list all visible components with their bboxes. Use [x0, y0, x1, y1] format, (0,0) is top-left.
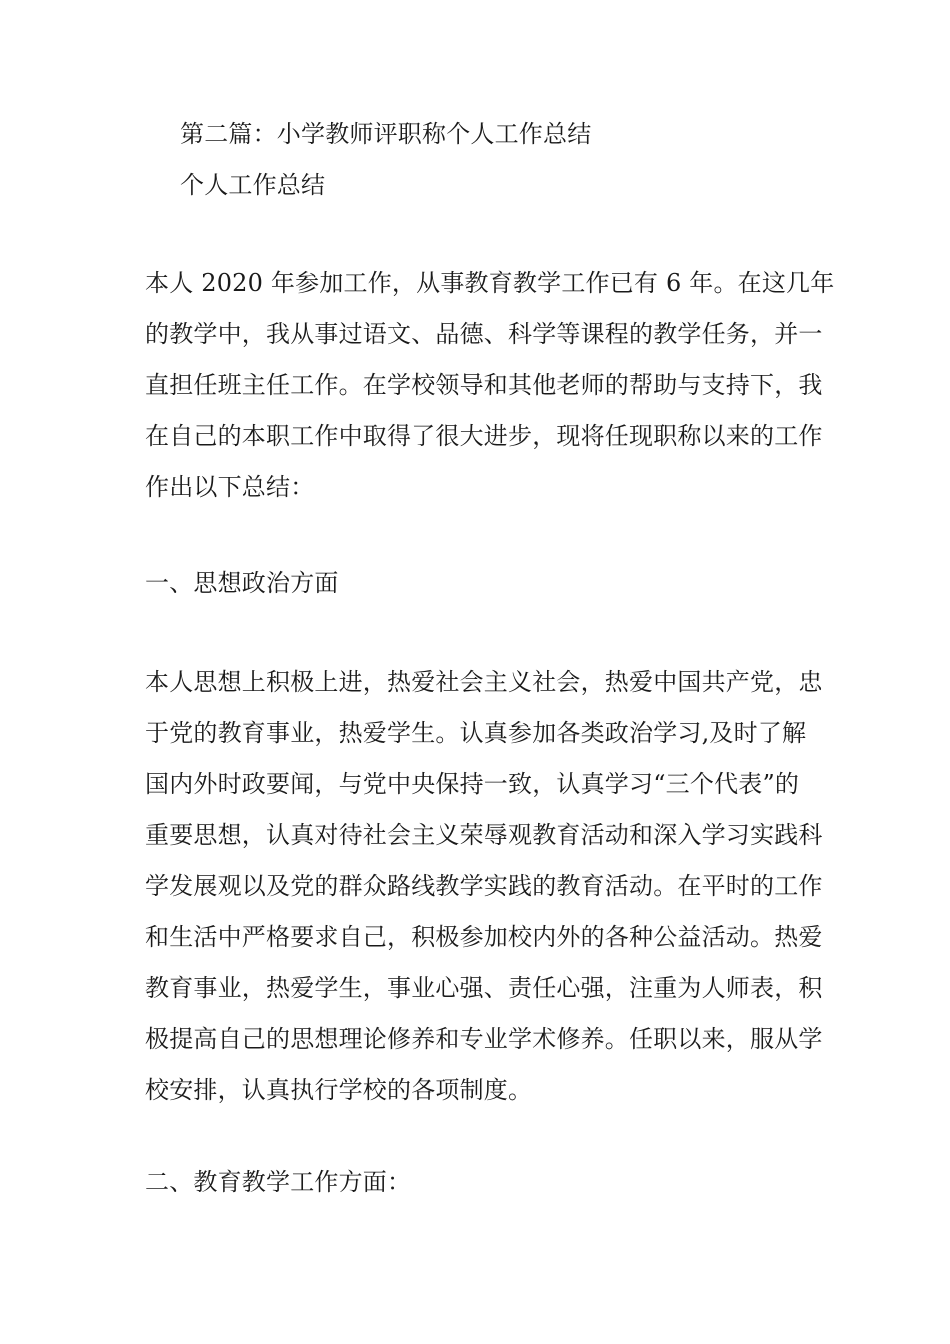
document-subtitle: 个人工作总结: [180, 171, 326, 199]
section-2-heading: 二、教育教学工作方面：: [145, 1168, 412, 1196]
section-1-line-4: 重要思想，认真对待社会主义荣辱观教育活动和深入学习实践科: [145, 821, 823, 849]
section-1-line-2: 于党的教育事业，热爱学生。认真参加各类政治学习,及时了解: [145, 719, 807, 747]
section-1-line-9: 校安排，认真执行学校的各项制度。: [145, 1076, 533, 1104]
section-1-line-1: 本人思想上积极上进，热爱社会主义社会，热爱中国共产党，忠: [145, 668, 823, 696]
section-1-heading: 一、思想政治方面: [145, 569, 339, 597]
intro-line-4: 在自己的本职工作中取得了很大进步，现将任现职称以来的工作: [145, 422, 823, 450]
intro-line-1: 本人 2020 年参加工作，从事教育教学工作已有 6 年。在这几年: [145, 269, 835, 297]
section-1-line-6: 和生活中严格要求自己，积极参加校内外的各种公益活动。热爱: [145, 923, 823, 951]
document-title: 第二篇：小学教师评职称个人工作总结: [180, 120, 592, 148]
intro-line-2: 的教学中，我从事过语文、品德、科学等课程的教学任务，并一: [145, 320, 823, 348]
section-1-line-3: 国内外时政要闻，与党中央保持一致，认真学习“三个代表”的: [145, 770, 800, 798]
intro-line-5: 作出以下总结：: [145, 473, 315, 501]
section-1-line-8: 极提高自己的思想理论修养和专业学术修养。任职以来，服从学: [145, 1025, 823, 1053]
section-1-line-7: 教育事业，热爱学生，事业心强、责任心强，注重为人师表，积: [145, 974, 823, 1002]
section-1-line-5: 学发展观以及党的群众路线教学实践的教育活动。在平时的工作: [145, 872, 823, 900]
intro-line-3: 直担任班主任工作。在学校领导和其他老师的帮助与支持下，我: [145, 371, 823, 399]
